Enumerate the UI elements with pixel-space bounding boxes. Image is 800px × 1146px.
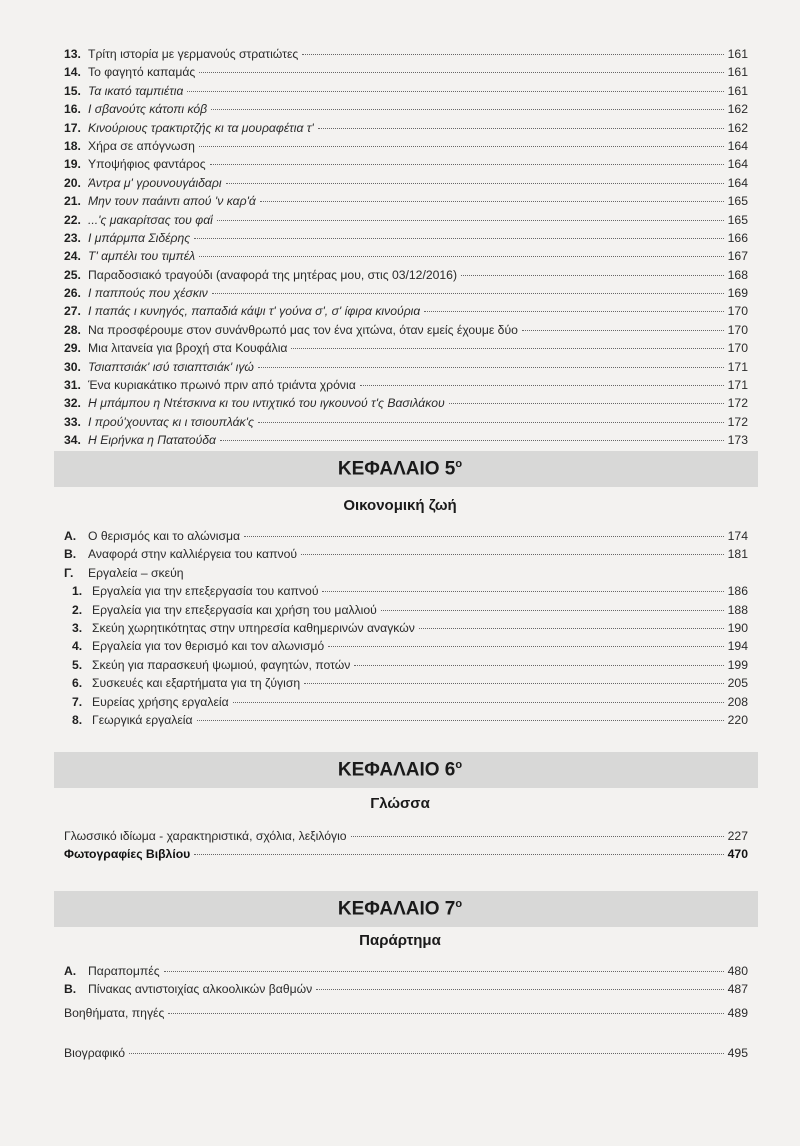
toc-entry-title: Αναφορά στην καλλιέργεια του καπνού (88, 547, 298, 562)
toc-entry-page: 168 (727, 267, 748, 282)
toc-leader-dots (304, 683, 724, 684)
toc-entry (64, 545, 748, 563)
toc-entry (64, 431, 748, 449)
chapter-7-extra-1 (64, 1004, 748, 1022)
toc-entry-title: Ι παπάς ι κυνηγός, παπαδιά κάψι τ' γούνα σ', σ' ίφιρα κινούρια (88, 304, 421, 319)
toc-entry-number: 13. (64, 47, 81, 61)
toc-entry (64, 247, 748, 265)
toc-leader-dots (211, 109, 724, 110)
toc-leader-dots (258, 422, 724, 423)
toc-entry-title: Ι σβανούτς κάτοπι κόβ (88, 102, 208, 117)
toc-entry-title: Η Ειρήνκα η Πατατούδα (88, 433, 217, 448)
toc-entry-number: 19. (64, 157, 81, 172)
toc-entry (64, 582, 748, 600)
toc-leader-dots (291, 348, 723, 349)
chapter-5-sup: ο (455, 458, 463, 470)
toc-entry-number: 5. (72, 657, 83, 672)
toc-entry (64, 174, 748, 192)
toc-entry-number: 23. (64, 230, 81, 245)
toc-leader-dots (187, 91, 723, 92)
toc-entry (64, 693, 748, 711)
toc-entry-title: Ευρείας χρήσης εργαλεία (92, 694, 229, 709)
toc-entry (64, 845, 748, 863)
toc-entry-title: Εργαλεία για τον θερισμό και τον αλωνισμό (92, 639, 325, 654)
toc-entry (64, 82, 748, 100)
toc-entry-page: 170 (727, 304, 748, 319)
toc-entry-title: Βιογραφικό (64, 1046, 126, 1060)
toc-entry-page: 190 (727, 620, 748, 635)
toc-entry-number: 28. (64, 322, 81, 337)
toc-entry-page: 470 (727, 847, 748, 862)
toc-entry (64, 601, 748, 619)
toc-entry-page: 172 (727, 414, 748, 429)
toc-entry-page: 171 (727, 378, 748, 393)
toc-entry-number: 31. (64, 378, 81, 393)
toc-entry-number: Β. (64, 547, 77, 562)
toc-entry-page: 188 (727, 602, 748, 617)
toc-leader-dots (461, 275, 724, 276)
toc-entry-number: 32. (64, 396, 81, 411)
chapter-5-title (0, 458, 800, 480)
toc-entry-number: 24. (64, 249, 81, 264)
toc-entry-number: 22. (64, 212, 81, 227)
toc-entry (64, 284, 748, 302)
toc-entry (64, 674, 748, 692)
toc-entry-page: 164 (727, 175, 748, 190)
toc-leader-dots (260, 201, 724, 202)
chapter-7-list (64, 962, 748, 999)
toc-entry (64, 266, 748, 284)
toc-entry-number: 7. (72, 694, 83, 709)
toc-leader-dots (233, 702, 724, 703)
toc-entry (64, 137, 748, 155)
toc-entry-number: Γ. (64, 565, 74, 580)
toc-entry-title: Υποψήφιος φαντάρος (88, 157, 206, 172)
toc-entry-title: Βοηθήματα, πηγές (64, 1006, 165, 1020)
toc-entry (64, 321, 748, 339)
toc-leader-dots (197, 720, 724, 721)
toc-entry (64, 980, 748, 998)
toc-entry-title: Τ' αμπέλι του τιμπέλ (88, 249, 196, 264)
toc-entry (64, 358, 748, 376)
toc-entry-page: 208 (727, 694, 748, 709)
toc-entry-number: 2. (72, 602, 83, 617)
toc-leader-dots (381, 610, 724, 611)
toc-entry-number: 4. (72, 639, 83, 654)
toc-entry (64, 376, 748, 394)
toc-entry-page: 166 (727, 230, 748, 245)
toc-entry-title: Φωτογραφίες Βιβλίου (64, 847, 191, 862)
toc-entry-title: Ι πρού'χουντας κι ι τσιουπλάκ'ς (88, 414, 254, 429)
toc-entry-number: 6. (72, 676, 83, 691)
toc-entry-title: Σκεύη χωρητικότητας στην υπηρεσία καθημερινών αναγκών (92, 620, 415, 635)
toc-entry-page: 165 (727, 194, 748, 209)
toc-entry-title: Μια λιτανεία για βροχή στα Κουφάλια (88, 341, 288, 356)
toc-entry-number: 34. (64, 433, 81, 448)
toc-entry-page: 186 (727, 584, 748, 599)
toc-entry (64, 339, 748, 357)
toc-entry-number: 16. (64, 102, 81, 117)
toc-leader-dots (258, 367, 724, 368)
chapter-7-sup: ο (455, 898, 463, 910)
toc-entry-title: Εργαλεία – σκεύη (88, 565, 184, 580)
toc-entry (64, 564, 748, 582)
toc-entry-page: 161 (727, 47, 748, 61)
toc-entry (64, 302, 748, 320)
chapter-6-label: ΚΕΦΑΛΑΙΟ 6 (337, 759, 456, 781)
toc-leader-dots (194, 238, 723, 239)
toc-leader-dots (318, 128, 724, 129)
toc-leader-dots (212, 293, 724, 294)
toc-entry-title: Τα ικατό ταμπιέτια (88, 83, 184, 98)
toc-entry (64, 45, 748, 63)
toc-entry-title: Εργαλεία για την επεξεργασία και χρήση του μαλλιού (92, 602, 377, 617)
toc-entry-page: 167 (727, 249, 748, 264)
toc-entry-number: 33. (64, 414, 81, 429)
toc-leader-dots (129, 1053, 724, 1054)
toc-entry-number: 29. (64, 341, 81, 356)
toc-entry (64, 394, 748, 412)
toc-entry-title: Παραπομπές (88, 964, 160, 978)
toc-entry-title: Τσιαπτσιάκ' ισύ τσιαπτσιάκ' ιγώ (88, 359, 254, 374)
toc-entry-number: 18. (64, 138, 81, 153)
toc-entry (64, 1044, 748, 1062)
toc-entry-number: Β. (64, 982, 77, 997)
toc-entry (64, 711, 748, 729)
toc-entry-number: 20. (64, 175, 81, 190)
chapter-6-title (0, 759, 800, 781)
toc-entry-number: 8. (72, 712, 83, 727)
chapter-7-extra-2 (64, 1044, 748, 1062)
toc-entry-page: 480 (727, 964, 748, 978)
toc-entry (64, 100, 748, 118)
toc-entry-number: 17. (64, 120, 81, 135)
toc-entry-page: 174 (727, 529, 748, 543)
chapter-5-label: ΚΕΦΑΛΑΙΟ 5 (337, 458, 456, 480)
toc-section-4-list (64, 45, 748, 450)
chapter-7-label: ΚΕΦΑΛΑΙΟ 7 (337, 898, 456, 920)
toc-entry-title: Σκεύη για παρασκευή ψωμιού, φαγητών, ποτών (92, 657, 351, 672)
toc-entry-number: 30. (64, 359, 81, 374)
toc-entry-page: 194 (727, 639, 748, 654)
toc-entry (64, 192, 748, 210)
toc-entry-page: 487 (727, 982, 748, 997)
toc-entry (64, 656, 748, 674)
toc-leader-dots (351, 836, 724, 837)
toc-entry (64, 211, 748, 229)
toc-entry-page: 161 (727, 83, 748, 98)
toc-entry (64, 1004, 748, 1022)
toc-entry (64, 827, 748, 845)
chapter-5-list (64, 527, 748, 729)
toc-leader-dots (360, 385, 724, 386)
toc-leader-dots (164, 971, 724, 972)
toc-entry-title: Να προσφέρουμε στον συνάνθρωπό μας τον ένα χιτώνα, όταν εμείς έχουμε δύο (88, 322, 518, 337)
toc-entry-page: 161 (727, 65, 748, 80)
toc-leader-dots (522, 330, 724, 331)
toc-leader-dots (220, 440, 724, 441)
toc-entry-page: 165 (727, 212, 748, 227)
toc-entry-page: 495 (727, 1046, 748, 1060)
toc-leader-dots (226, 183, 724, 184)
toc-leader-dots (217, 220, 724, 221)
toc-leader-dots (168, 1013, 723, 1014)
toc-entry (64, 155, 748, 173)
chapter-6-subtitle: Γλώσσα (370, 795, 430, 812)
toc-leader-dots (244, 536, 724, 537)
toc-entry-page: 489 (727, 1006, 748, 1020)
toc-entry-number: 14. (64, 65, 81, 80)
toc-entry-title: Ένα κυριακάτικο πρωινό πριν από τριάντα χρόνια (88, 378, 356, 393)
toc-entry-number: 27. (64, 304, 81, 319)
toc-entry-page: 172 (727, 396, 748, 411)
toc-entry-title: Παραδοσιακό τραγούδι (αναφορά της μητέρας μου, στις 03/12/2016) (88, 267, 458, 282)
toc-entry-page: 162 (727, 102, 748, 117)
toc-entry-title: Η μπάμπου η Ντέτσκινα κι του ιντιχτικό του ιγκουνού τ'ς Βασιλάκου (88, 396, 445, 411)
toc-entry-page: 170 (727, 341, 748, 356)
toc-leader-dots (424, 311, 723, 312)
toc-entry-number: Α. (64, 964, 77, 978)
toc-entry-title: Ι παππούς που χέσκιν (88, 286, 208, 301)
toc-leader-dots (354, 665, 723, 666)
toc-leader-dots (449, 403, 724, 404)
toc-entry (64, 619, 748, 637)
toc-entry-number: 21. (64, 194, 81, 209)
toc-entry-title: Πίνακας αντιστοιχίας αλκοολικών βαθμών (88, 982, 313, 997)
toc-leader-dots (199, 256, 724, 257)
chapter-6-sup: ο (455, 759, 463, 771)
toc-entry-number: 25. (64, 267, 81, 282)
toc-entry-title: Ο θερισμός και το αλώνισμα (88, 529, 241, 543)
toc-entry (64, 63, 748, 81)
toc-entry-page: 169 (727, 286, 748, 301)
toc-leader-dots (301, 554, 724, 555)
chapter-7-title (0, 898, 800, 920)
toc-entry-title: ...'ς μακαρίτσας του φαΐ (88, 212, 213, 227)
toc-entry (64, 637, 748, 655)
toc-entry-page: 164 (727, 138, 748, 153)
toc-leader-dots (210, 164, 724, 165)
toc-entry-page: 220 (727, 712, 748, 727)
toc-entry (64, 229, 748, 247)
toc-leader-dots (199, 72, 723, 73)
toc-entry-page: 181 (727, 547, 748, 562)
toc-entry-number: Α. (64, 529, 77, 543)
toc-leader-dots (302, 54, 723, 55)
toc-entry-page: 164 (727, 157, 748, 172)
toc-entry-title: Ι μπάρμπα Σιδέρης (88, 230, 191, 245)
toc-entry-page: 205 (727, 676, 748, 691)
toc-leader-dots (194, 854, 723, 855)
toc-entry (64, 962, 748, 980)
toc-entry-title: Συσκευές και εξαρτήματα για τη ζύγιση (92, 676, 301, 691)
toc-entry-page: 162 (727, 120, 748, 135)
toc-leader-dots (316, 989, 723, 990)
chapter-7-subtitle: Παράρτημα (359, 932, 441, 949)
toc-leader-dots (328, 646, 724, 647)
toc-entry-page: 171 (727, 359, 748, 374)
toc-leader-dots (322, 591, 723, 592)
toc-entry-page: 227 (727, 829, 748, 843)
toc-leader-dots (199, 146, 724, 147)
toc-entry-title: Εργαλεία για την επεξεργασία του καπνού (92, 584, 319, 599)
toc-leader-dots (419, 628, 724, 629)
toc-entry-title: Γλωσσικό ιδίωμα - χαρακτηριστικά, σχόλια, λεξιλόγιο (64, 829, 347, 843)
toc-entry-number: 15. (64, 83, 81, 98)
chapter-6-list (64, 827, 748, 864)
toc-entry-title: Το φαγητό καπαμάς (88, 65, 196, 80)
toc-entry-number: 3. (72, 620, 83, 635)
toc-entry-title: Άντρα μ' γρουνουγάιδαρι (88, 175, 222, 190)
toc-entry-page: 173 (727, 433, 748, 448)
toc-entry (64, 527, 748, 545)
toc-entry-page: 170 (727, 322, 748, 337)
toc-entry-number: 1. (72, 584, 83, 599)
toc-entry-title: Τρίτη ιστορία με γερμανούς στρατιώτες (88, 47, 299, 61)
toc-entry (64, 413, 748, 431)
toc-entry-title: Μην τουν παάιντι απού 'ν καρ'ά (88, 194, 256, 209)
toc-entry-number: 26. (64, 286, 81, 301)
toc-entry (64, 119, 748, 137)
chapter-5-subtitle: Οικονομική ζωή (343, 497, 457, 514)
toc-entry-title: Κινούριους τρακτιρτζής κι τα μουραφέτια τ' (88, 120, 314, 135)
toc-entry-title: Γεωργικά εργαλεία (92, 712, 193, 727)
toc-entry-page: 199 (727, 657, 748, 672)
toc-entry-title: Χήρα σε απόγνωση (88, 138, 195, 153)
